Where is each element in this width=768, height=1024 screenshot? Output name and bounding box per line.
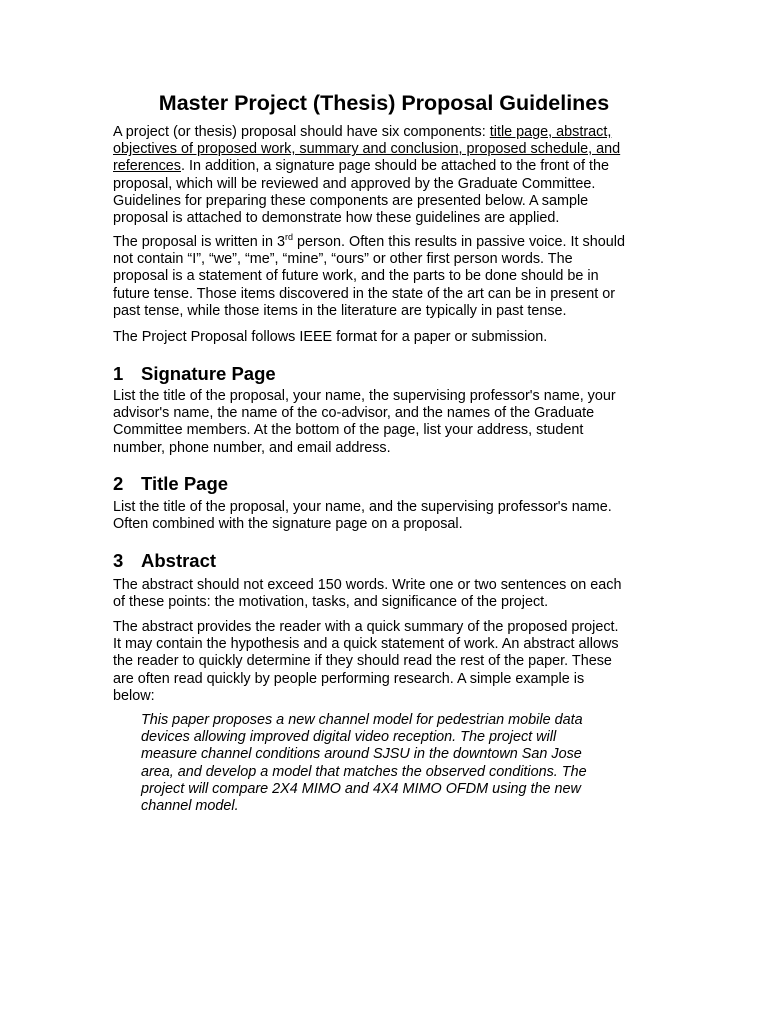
person-line: not contain “I”, “we”, “me”, “mine”, “ours” or other first person words. The <box>113 251 573 268</box>
body-line: List the title of the proposal, your name, the supervising professor's name, your <box>113 388 616 404</box>
section-heading-title-page <box>113 472 228 496</box>
ieee-paragraph <box>113 329 673 346</box>
components-underlined: references <box>113 158 181 175</box>
example-line: channel model. <box>141 798 239 815</box>
person-paragraph <box>113 234 673 320</box>
title-page-paragraph <box>113 499 673 533</box>
person-text: person. Often this results in passive voice. It should <box>293 234 625 250</box>
document-title: Master Project (Thesis) Proposal Guidelines <box>158 91 610 115</box>
person-line: past tense, while those items in the literature are typically in past tense. <box>113 302 567 319</box>
section-heading-signature-page <box>113 362 276 386</box>
body-line: of these points: the motivation, tasks, and significance of the project. <box>113 594 549 611</box>
example-line: This paper proposes a new channel model for pedestrian mobile data <box>141 712 583 728</box>
body-line: number, phone number, and email address. <box>113 439 391 456</box>
abstract-paragraph-2 <box>113 619 673 705</box>
person-line: future tense. Those items discovered in the state of the art can be in present or <box>113 285 616 302</box>
example-line: measure channel conditions around SJSU in the downtown San Jose <box>141 746 582 763</box>
section-number: 1 <box>113 363 124 384</box>
body-line: The abstract provides the reader with a quick summary of the proposed project. <box>113 619 619 635</box>
body-line: Often combined with the signature page on a proposal. <box>113 516 463 533</box>
section-title: Title Page <box>141 473 229 494</box>
intro-paragraph <box>113 124 673 227</box>
section-title: Signature Page <box>141 363 276 384</box>
body-line: advisor's name, the name of the co-advisor, and the names of the Graduate <box>113 405 595 422</box>
components-underlined: title page, abstract, <box>489 124 612 140</box>
body-line: List the title of the proposal, your name, and the supervising professor's name. <box>113 499 612 515</box>
abstract-example <box>141 712 641 815</box>
example-line: area, and develop a model that matches the observed conditions. The <box>141 763 587 780</box>
section-number: 2 <box>113 473 124 494</box>
person-text: The proposal is written in 3 <box>113 234 285 250</box>
body-line: It may contain the hypothesis and a quick statement of work. An abstract allows <box>113 636 619 653</box>
ieee-line: The Project Proposal follows IEEE format for a paper or submission. <box>113 329 548 345</box>
intro-line: proposal is attached to demonstrate how these guidelines are applied. <box>113 210 560 227</box>
person-line: proposal is a statement of future work, and the parts to be done should be in <box>113 268 599 285</box>
body-line: the reader to quickly determine if they should read the rest of the paper. These <box>113 653 612 670</box>
example-line: project will compare 2X4 MIMO and 4X4 MIMO OFDM using the new <box>141 780 581 797</box>
components-underlined: objectives of proposed work, summary and conclusion, proposed schedule, and <box>113 141 621 158</box>
body-line: Committee members. At the bottom of the page, list your address, student <box>113 422 584 439</box>
superscript-rd: rd <box>284 232 293 243</box>
example-line: devices allowing improved digital video reception. The project will <box>141 729 557 746</box>
body-line: below: <box>113 687 155 704</box>
abstract-paragraph-1 <box>113 577 673 611</box>
section-title: Abstract <box>141 550 217 571</box>
intro-line <box>113 158 673 175</box>
signature-page-paragraph <box>113 388 673 457</box>
intro-text: A project (or thesis) proposal should have six components: <box>113 124 490 140</box>
body-line: The abstract should not exceed 150 words. Write one or two sentences on each <box>113 577 622 593</box>
intro-line <box>113 124 673 141</box>
body-line: are often read quickly by people performing research. A simple example is <box>113 670 585 687</box>
intro-line: Guidelines for preparing these components are presented below. A sample <box>113 192 589 209</box>
intro-text: . In addition, a signature page should be attached to the front of the <box>181 158 610 175</box>
section-number: 3 <box>113 550 124 571</box>
intro-line: proposal, which will be reviewed and approved by the Graduate Committee. <box>113 175 596 192</box>
person-line <box>113 234 673 251</box>
section-heading-abstract <box>113 549 216 573</box>
